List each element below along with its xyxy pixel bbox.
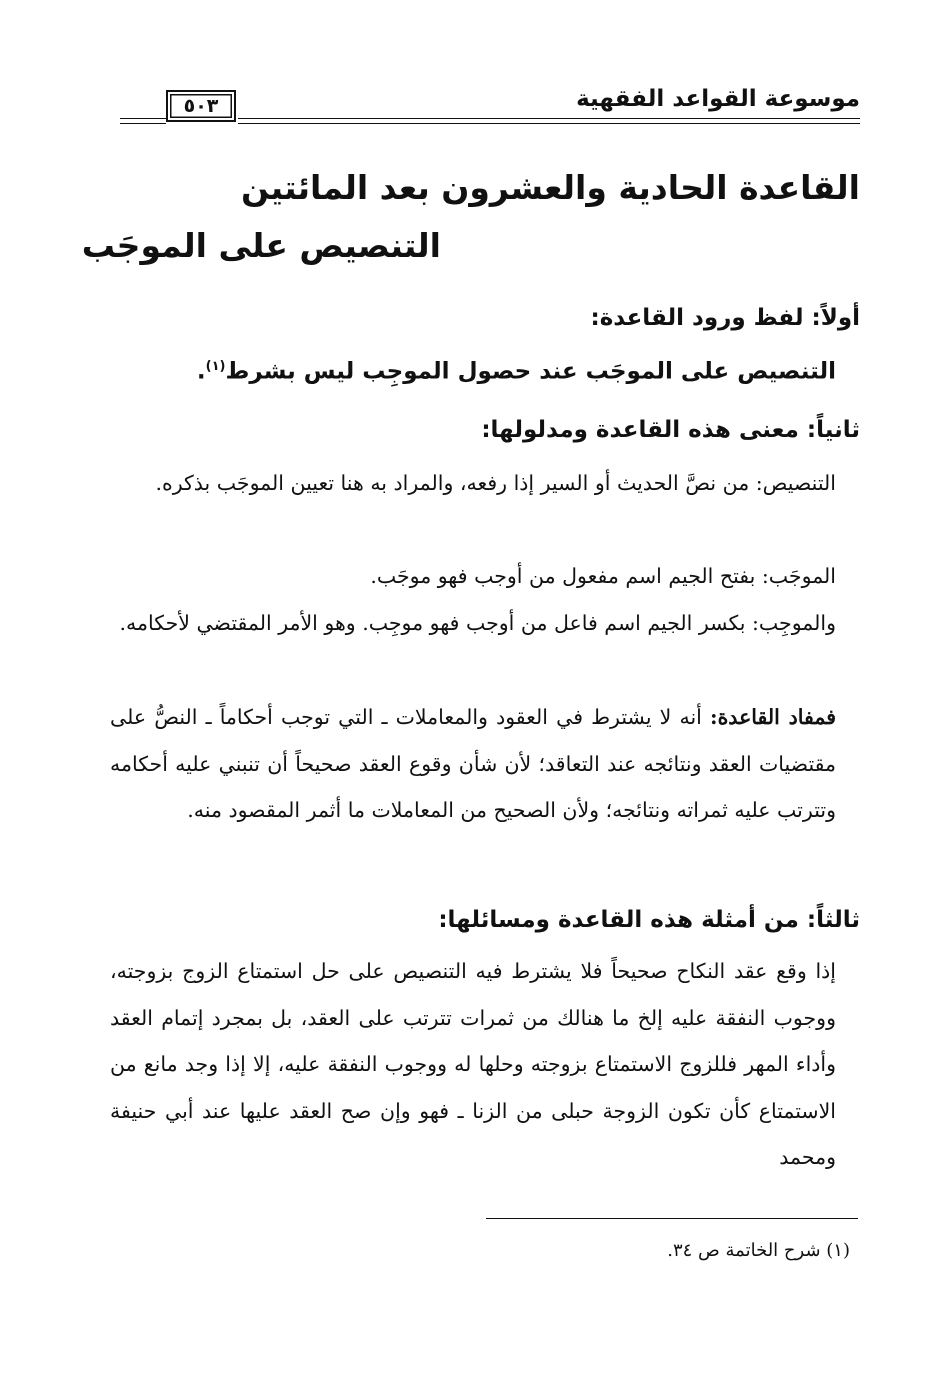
footnote-ref[interactable]: (١) xyxy=(205,359,226,374)
definition-tansees: التنصيص: من نصَّ الحديث أو السير إذا رفعه، والمراد به هنا تعيين الموجَب بذكره. xyxy=(155,471,836,495)
section-heading-3: ثالثاً: من أمثلة هذه القاعدة ومسائلها: xyxy=(438,907,860,933)
rule-meaning-paragraph xyxy=(110,694,836,834)
rule-statement xyxy=(197,344,836,395)
definition-mujab: الموجَب: بفتح الجيم اسم مفعول من أوجب فهو موجَب. xyxy=(370,564,836,588)
running-title: موسوعة القواعد الفقهية xyxy=(576,86,860,112)
page-number: ٥٠٣ xyxy=(166,90,236,122)
footnote-separator xyxy=(486,1218,858,1219)
rule-title: القاعدة الحادية والعشرون بعد المائتين xyxy=(240,168,860,207)
footnote-text: شرح الخاتمة ص ٣٤. xyxy=(667,1240,821,1261)
header-rule-left xyxy=(120,118,166,124)
footnote-marker: (١) xyxy=(826,1240,850,1261)
running-header xyxy=(120,82,860,132)
section-heading-2: ثانياً: معنى هذه القاعدة ومدلولها: xyxy=(481,417,860,443)
rule-statement-text: التنصيص على الموجَب عند حصول الموجِب ليس بشرط xyxy=(225,358,836,385)
footnote-1 xyxy=(667,1234,850,1268)
section-heading-1: أولاً: لفظ ورود القاعدة: xyxy=(590,305,860,331)
definition-mujib: والموجِب: بكسر الجيم اسم فاعل من أوجب فهو موجِب. وهو الأمر المقتضي لأحكامه. xyxy=(119,611,836,635)
example-paragraph: إذا وقع عقد النكاح صحيحاً فلا يشترط فيه التنصيص على حل استمتاع الزوج بزوجته، ووجوب النفقة عليه إلخ ما هنالك من ثمرات تترتب على العقد، بل بمجرد إتمام العقد وأداء المهر فللزوج الاستمتاع بزوجته وحلها له ووجوب النفقة عليه، إلا إذا وجد مانع من الاستمتاع كأن تكون الزوجة حبلى من الزنا ـ فهو وإن صح العقد عليها عند أبي حنيفة ومحمد xyxy=(110,959,836,1169)
rule-statement-end: . xyxy=(196,358,206,385)
rule-meaning-lead: فمفاد القاعدة: xyxy=(710,705,836,729)
rule-meaning-text: أنه لا يشترط في العقود والمعاملات ـ التي توجب أحكاماً ـ النصُّ على مقتضيات العقد ونتائجه عند التعاقد؛ لأن شأن وقوع العقد صحيحاً أن تنبني عليه أحكامه وتترتب عليه ثمراته ونتائجه؛ ولأن الصحيح من المعاملات ما أثمر المقصود منه. xyxy=(110,705,836,822)
header-rule xyxy=(238,118,860,124)
rule-subtitle: التنصيص على الموجَب xyxy=(81,226,441,265)
